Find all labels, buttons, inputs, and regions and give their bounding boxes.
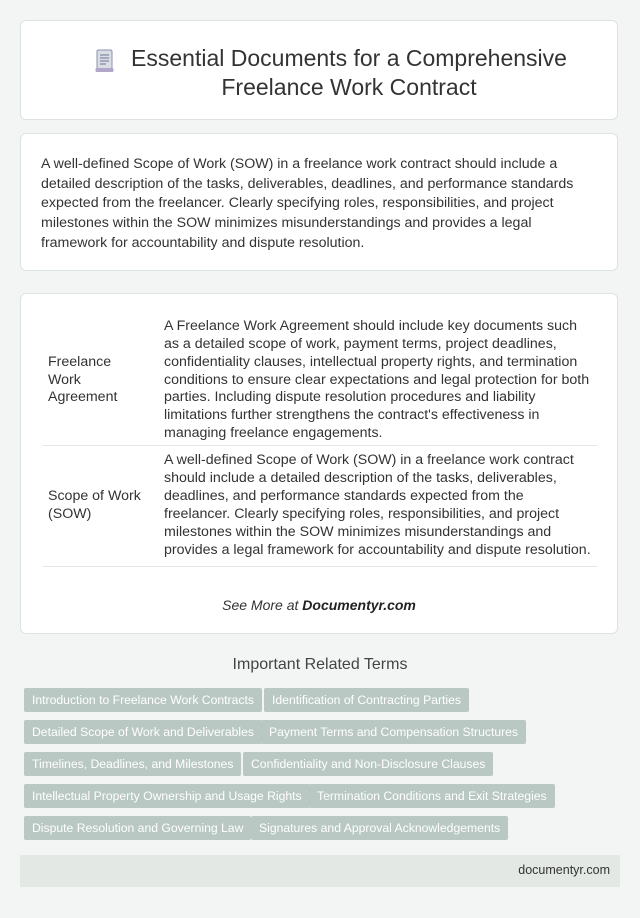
row-term: Freelance Work Agreement xyxy=(43,316,162,446)
related-tag[interactable]: Confidentiality and Non-Disclosure Clauses xyxy=(243,752,493,776)
documents-card xyxy=(20,293,618,634)
related-tag[interactable]: Dispute Resolution and Governing Law xyxy=(24,816,251,840)
title-card xyxy=(20,20,618,120)
page-title: Essential Documents for a Comprehensive Freelance Work Contract xyxy=(131,45,567,100)
row-description: A Freelance Work Agreement should include key documents such as a detailed scope of work, payment terms, project deadlines, confidentiality clauses, intellectual property rights, and termination conditions to ensure clear expectations and legal protection for both parties. Including dispute resolution procedures and liability limitations further strengthens the contract's effectiveness in managing freelance engagements. xyxy=(162,316,597,446)
related-tag[interactable]: Detailed Scope of Work and Deliverables xyxy=(24,720,262,744)
table-row xyxy=(43,316,597,446)
row-description: A well-defined Scope of Work (SOW) in a freelance work contract should include a detailed description of the tasks, deliverables, deadlines, and performance standards expected from the freelancer. Clearly specifying roles, responsibilities, and project milestones within the SOW minimizes misunderstandings and provides a legal framework for accountability and dispute resolution. xyxy=(162,446,597,567)
see-more-line xyxy=(21,597,617,613)
related-tag[interactable]: Introduction to Freelance Work Contracts xyxy=(24,688,262,712)
intro-card xyxy=(20,133,618,271)
related-tag[interactable]: Signatures and Approval Acknowledgements xyxy=(251,816,508,840)
see-more-link[interactable]: Documentyr.com xyxy=(302,597,416,613)
related-tag[interactable]: Payment Terms and Compensation Structures xyxy=(261,720,526,744)
related-tag[interactable]: Timelines, Deadlines, and Milestones xyxy=(24,752,241,776)
related-tag[interactable]: Termination Conditions and Exit Strategies xyxy=(309,784,555,808)
row-term: Scope of Work (SOW) xyxy=(43,446,162,567)
documents-table xyxy=(43,316,597,567)
document-icon xyxy=(95,49,115,73)
footer-site[interactable]: documentyr.com xyxy=(518,863,610,877)
related-terms-heading: Important Related Terms xyxy=(232,656,408,673)
footer-bar xyxy=(20,855,620,887)
see-more-prefix: See More at xyxy=(222,597,303,613)
related-tag[interactable]: Identification of Contracting Parties xyxy=(264,688,469,712)
intro-paragraph: A well-defined Scope of Work (SOW) in a freelance work contract should include a detailed description of the tasks, deliverables, deadlines, and performance standards expected from the freelancer. Clearly specifying roles, responsibilities, and project milestones within the SOW minimizes misunderstandings and provides a legal framework for accountability and dispute resolution. xyxy=(41,156,574,251)
related-tag[interactable]: Intellectual Property Ownership and Usage Rights xyxy=(24,784,310,808)
table-row xyxy=(43,446,597,567)
